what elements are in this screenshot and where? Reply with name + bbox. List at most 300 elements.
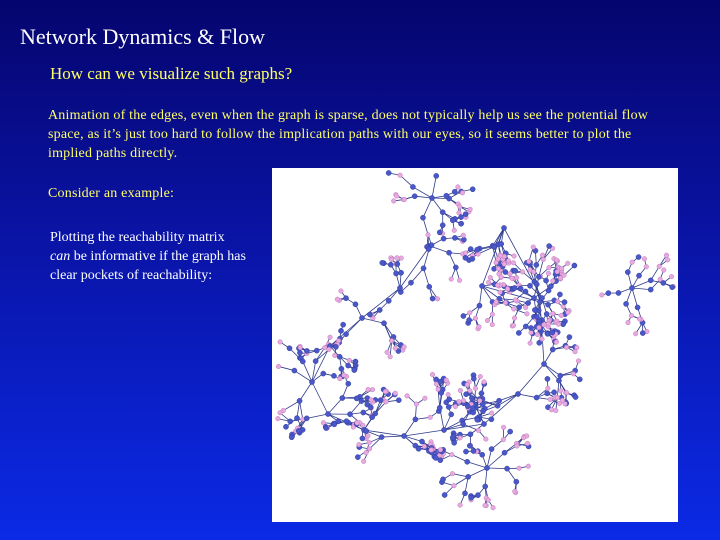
graph-node [359,398,364,403]
graph-node [458,221,463,226]
graph-node [488,275,493,280]
graph-node [466,474,471,479]
graph-node [491,266,496,271]
graph-node [669,274,674,279]
graph-node [327,347,332,352]
graph-node [457,278,462,283]
graph-node [547,243,552,248]
graph-node [452,235,457,240]
graph-node [444,378,449,383]
graph-node [441,236,446,241]
graph-node [355,421,360,426]
graph-node [450,435,455,440]
graph-node [560,398,565,403]
graph-node [508,271,513,276]
graph-node [502,254,507,259]
graph-node [446,404,451,409]
graph-node [440,477,445,482]
graph-node [564,345,569,350]
graph-node [460,191,465,196]
graph-node [476,428,481,433]
graph-edge [300,382,312,401]
graph-node [665,258,670,263]
graph-node [440,210,445,215]
graph-node [461,398,466,403]
example-prompt: Consider an example: [48,186,175,201]
graph-node [636,273,641,278]
graph-node [364,450,369,455]
graph-node [471,376,476,381]
graph-node [461,422,466,427]
graph-node [544,311,549,316]
graph-node [278,410,283,415]
graph-node [343,296,348,301]
graph-node [402,345,407,350]
graph-node [484,437,489,442]
graph-node [532,307,537,312]
graph-node [420,215,425,220]
graph-node [463,212,468,217]
graph-node [465,382,470,387]
graph-node [386,298,391,303]
graph-node [499,275,504,280]
graph-node [453,404,458,409]
graph-node [463,449,468,454]
graph-node [449,412,454,417]
graph-node [501,225,506,230]
graph-edge [487,453,505,468]
graph-node [288,419,293,424]
graph-node [414,402,419,407]
graph-node [670,285,675,290]
graph-node [388,262,393,267]
graph-node [559,266,564,271]
graph-node [470,256,475,261]
graph-node [630,260,635,265]
graph-edge [632,288,638,307]
graph-edge [487,449,492,468]
graph-node [508,429,513,434]
graph-node [661,268,666,273]
graph-nodes [276,170,676,510]
graph-node [393,346,398,351]
graph-node [461,313,466,318]
graph-node [426,232,431,237]
graph-node [548,397,553,402]
graph-node [561,322,566,327]
graph-node [513,298,518,303]
graph-node [633,331,638,336]
graph-node [435,297,440,302]
graph-node [449,277,454,282]
graph-node [479,283,484,288]
graph-node [540,253,545,258]
graph-node [527,259,532,264]
slide-subtitle: How can we visualize such graphs? [50,64,293,83]
graph-node [558,276,563,281]
graph-node [503,269,508,274]
graph-node [491,505,496,510]
callout-rest: be informative if the graph has clear pockets of reachability: [50,249,246,283]
graph-node [517,466,522,471]
graph-edge [518,394,537,398]
graph-node [503,300,508,305]
graph-node [321,371,326,376]
graph-node [408,280,413,285]
graph-node [548,284,553,289]
graph-node [536,274,541,279]
graph-node [546,386,551,391]
graph-node [452,228,457,233]
graph-node [661,280,666,285]
graph-node [304,416,309,421]
graph-node [552,390,557,395]
graph-node [485,318,490,323]
graph-node [300,359,305,364]
graph-node [450,471,455,476]
graph-node [440,223,445,228]
graph-node [378,398,383,403]
graph-node [456,185,461,190]
graph-node [428,415,433,420]
graph-node [324,425,329,430]
graph-node [517,305,522,310]
graph-node [486,280,491,285]
graph-node [429,448,434,453]
graph-node [370,415,375,420]
graph-node [394,271,399,276]
graph-node [314,348,319,353]
graph-node [489,417,494,422]
graph-node [388,354,393,359]
graph-node [344,419,349,424]
graph-edge [544,364,560,376]
graph-node [434,173,439,178]
graph-node [626,320,631,325]
graph-node [416,446,421,451]
graph-node [529,330,534,335]
graph-edge [404,419,415,436]
graph-node [335,297,340,302]
graph-node [629,313,634,318]
graph-node [625,270,630,275]
graph-node [556,378,561,383]
graph-node [357,442,362,447]
graph-node [380,260,385,265]
graph-node [513,268,518,273]
graph-node [521,435,526,440]
graph-node [478,374,483,379]
graph-node [516,330,521,335]
graph-node [539,295,544,300]
graph-node [347,358,352,363]
graph-node [429,195,434,200]
graph-node [346,381,351,386]
graph-edge [432,176,436,198]
graph-node [447,397,452,402]
graph-node [377,307,382,312]
graph-edge [632,288,651,290]
graph-node [546,271,551,276]
graph-node [506,259,511,264]
graph-node [463,251,468,256]
graph-node [410,184,415,189]
graph-node [512,316,517,321]
graph-node [475,417,480,422]
graph-node [528,325,533,330]
graph-node [332,353,337,358]
graph-node [437,230,442,235]
graph-node [520,270,525,275]
graph-node [457,399,462,404]
graph-node [484,465,489,470]
graph-node [367,447,372,452]
graph-node [294,416,299,421]
graph-node [554,258,559,263]
graph-node [458,503,463,508]
graph-node [498,290,503,295]
graph-node [525,441,530,446]
graph-node [276,364,281,369]
graph-node [555,395,560,400]
graph-node [476,252,481,257]
graph-node [531,245,536,250]
graph-node [278,340,283,345]
graph-node [421,266,426,271]
graph-node [496,266,501,271]
graph-node [559,313,564,318]
graph-node [547,265,552,270]
graph-node [383,389,388,394]
graph-node [332,422,337,427]
graph-node [636,254,641,259]
graph-node [514,479,519,484]
graph-edge [283,401,299,411]
graph-node [599,293,604,298]
graph-node [468,310,473,315]
graph-node [385,350,390,355]
graph-node [381,321,386,326]
graph-node [526,300,531,305]
graph-node [575,345,580,350]
graph-node [361,459,366,464]
graph-node [328,335,333,340]
graph-node [430,296,435,301]
graph-node [289,435,294,440]
graph-node [457,204,462,209]
graph-node [515,391,520,396]
graph-node [640,330,645,335]
callout-text [50,228,260,285]
graph-node [542,323,547,328]
graph-edge [312,382,328,414]
graph-edge [487,468,507,469]
graph-node [566,310,571,315]
graph-node [657,264,662,269]
graph-node [346,363,351,368]
graph-node [402,197,407,202]
graph-node [370,387,375,392]
graph-node [470,187,475,192]
graph-node [518,286,523,291]
graph-node [359,315,364,320]
graph-edge [382,436,404,437]
graph-node [386,170,391,175]
graph-node [475,493,480,498]
graph-node [523,324,528,329]
graph-node [514,275,519,280]
graph-node [664,253,669,258]
graph-node [339,289,344,294]
graph-node [469,495,474,500]
graph-node [467,443,472,448]
graph-node [648,287,653,292]
graph-node [644,264,649,269]
graph-edge [346,318,362,334]
graph-node [364,428,369,433]
graph-node [483,484,488,489]
graph-node [549,407,554,412]
graph-node [341,322,346,327]
graph-node [459,214,464,219]
graph-node [562,299,567,304]
graph-node [436,387,441,392]
graph-node [397,285,402,290]
graph-node [468,432,473,437]
graph-node [398,173,403,178]
graph-node [442,492,447,497]
graph-node [438,379,443,384]
graph-node [450,452,455,457]
graph-node [464,392,469,397]
graph-node [489,411,494,416]
graph-node [304,348,309,353]
network-graph [272,168,678,522]
graph-node [438,458,443,463]
graph-node [577,377,582,382]
graph-node [486,498,491,503]
graph-node [297,398,302,403]
graph-node [322,345,327,350]
slide-body-text: Animation of the edges, even when the graph is sparse, does not typically help us see the potential flow space, as it’s just too hard to follow the implication paths with our eyes, so it seems better to plot the implied paths directly. [48,108,649,161]
graph-node [394,194,399,199]
graph-node [325,411,330,416]
graph-node [389,257,394,262]
graph-node [637,317,642,322]
graph-node [468,207,473,212]
graph-node [450,218,455,223]
graph-node [491,244,496,249]
graph-node [441,427,446,432]
graph-node [366,387,371,392]
graph-node [549,330,554,335]
callout-line1: Plotting the reachability matrix [50,230,225,245]
graph-node [347,412,352,417]
graph-node [426,246,431,251]
graph-node [296,428,301,433]
graph-edge [384,323,392,341]
graph-node [446,392,451,397]
graph-node [444,193,449,198]
graph-edge [467,462,487,468]
graph-node [527,283,532,288]
graph-node [477,324,482,329]
graph-node [534,282,539,287]
graph-node [338,376,343,381]
graph-node [554,340,559,345]
graph-node [545,391,550,396]
graph-node [343,332,348,337]
graph-node [571,372,576,377]
graph-node [550,279,555,284]
graph-node [353,359,358,364]
graph-node [501,437,506,442]
graph-node [462,491,467,496]
graph-node [398,270,403,275]
graph-node [391,199,396,204]
graph-node [470,406,475,411]
graph-node [561,304,566,309]
graph-node [354,396,359,401]
graph-node [490,322,495,327]
graph-node [623,301,628,306]
graph-node [629,285,634,290]
graph-node [461,237,466,242]
graph-node [541,257,546,262]
graph-node [504,466,509,471]
graph-node [338,328,343,333]
graph-node [419,439,424,444]
graph-node [531,295,536,300]
graph-edge [632,280,651,288]
graph-edge [479,286,482,306]
graph-node [413,417,418,422]
graph-node [567,334,572,339]
graph-node [502,262,507,267]
graph-edge [482,286,499,299]
graph-node [573,394,578,399]
graph-node [565,261,570,266]
graph-node [469,395,474,400]
graph-node [534,314,539,319]
graph-node [477,398,482,403]
graph-node [458,388,463,393]
graph-node [523,289,528,294]
graph-node [389,338,394,343]
graph-node [616,290,621,295]
slide-title: Network Dynamics & Flow [20,24,266,49]
graph-node [642,257,647,262]
graph-node [353,302,358,307]
graph-node [423,396,428,401]
graph-node [535,332,540,337]
graph-node [287,346,292,351]
graph-node [340,395,345,400]
graph-node [395,255,400,260]
graph-node [550,311,555,316]
graph-node [502,450,507,455]
graph-node [298,345,303,350]
graph-node [452,483,457,488]
graph-node [452,189,457,194]
graph-node [495,403,500,408]
graph-node [438,447,443,452]
graph-node [430,372,435,377]
graph-node [412,194,417,199]
graph-node [342,373,347,378]
graph-node [523,305,528,310]
graph-node [395,261,400,266]
